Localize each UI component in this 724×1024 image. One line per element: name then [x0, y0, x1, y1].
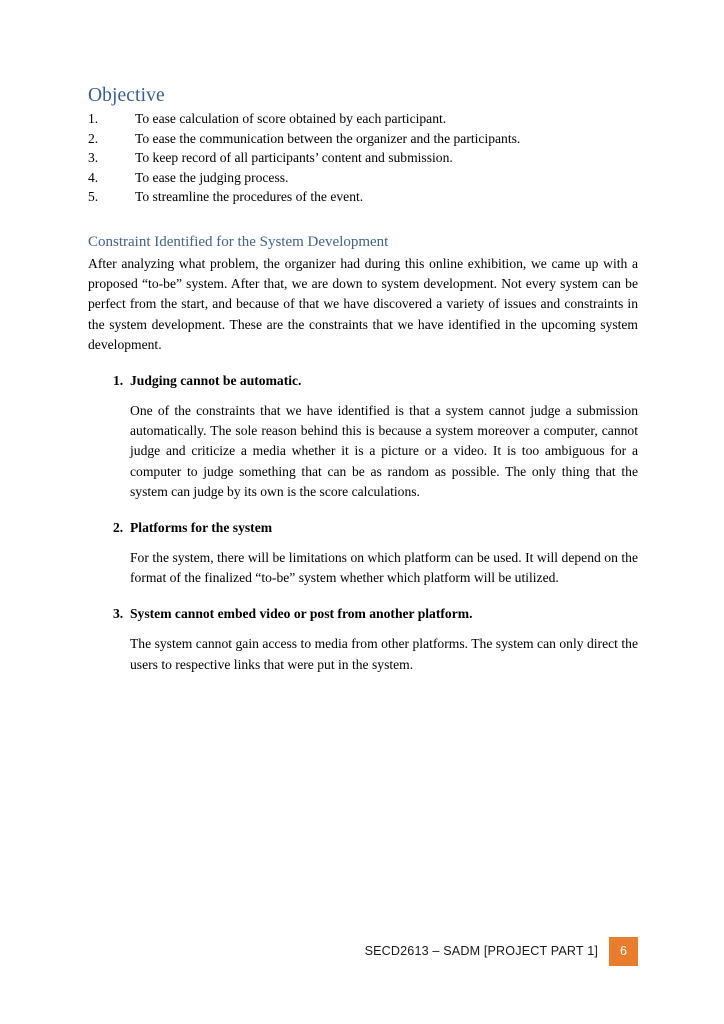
list-item: [88, 518, 638, 588]
constraint-body-paragraph: For the system, there will be limitations on which platform can be used. It will depend on the format of the finalized “to-be” system whether which platform will be utilized.: [130, 550, 638, 586]
list-item-number: 1.: [88, 111, 99, 126]
objective-list: [88, 109, 638, 207]
section-spacer: [88, 207, 638, 233]
constraint-body-paragraph: The system cannot gain access to media from other platforms. The system can only direct the users to respective links that were put in the system.: [130, 636, 638, 672]
constraint-body-paragraph: One of the constraints that we have identified is that a system cannot judge a submission automatically. The sole reason behind this is because a system moreover a computer, cannot judge and criticize a media whether it is a picture or a video. It is too ambiguous for a computer to judge something that can be as random as possible. The only thing that the system can judge by its own is the score calculations.: [130, 402, 638, 499]
list-item-number: 5.: [88, 189, 99, 205]
list-item-text: To ease the judging process.: [135, 169, 289, 185]
list-item-number: 2.: [113, 520, 124, 535]
list-item: [88, 168, 638, 188]
list-item: [88, 148, 638, 168]
section-heading-constraints: Constraint Identified for the System Development: [88, 233, 389, 250]
page-number-badge: 6: [609, 937, 638, 966]
list-item-number: 3.: [88, 150, 99, 166]
constraint-title: Judging cannot be automatic.: [130, 372, 302, 388]
page-content: [88, 84, 638, 688]
constraint-title: System cannot embed video or post from another platform.: [130, 606, 473, 622]
list-item-number: 4.: [88, 169, 99, 185]
list-item: [88, 371, 638, 502]
list-item-text: To ease calculation of score obtained by each participant.: [135, 111, 447, 126]
list-item-text: To keep record of all participants’ content and submission.: [135, 150, 453, 166]
page-footer: [0, 936, 724, 966]
constraint-title: Platforms for the system: [130, 520, 273, 535]
constraint-heading-row: [113, 371, 638, 390]
list-item: [88, 109, 638, 129]
page-title: Objective: [88, 85, 165, 106]
list-item: [88, 129, 638, 149]
list-item-number: 3.: [113, 606, 124, 622]
list-item: [88, 604, 638, 674]
list-item-number: 2.: [88, 130, 99, 146]
constraint-heading-row: [113, 604, 638, 623]
constraint-list: [88, 371, 638, 675]
list-item-text: To ease the communication between the organizer and the participants.: [135, 130, 521, 146]
constraint-heading-row: [113, 518, 638, 537]
footer-course-label: SECD2613 – SADM [PROJECT PART 1]: [364, 944, 598, 958]
list-item: [88, 187, 638, 207]
list-item-text: To streamline the procedures of the event.: [135, 189, 364, 205]
constraint-intro-paragraph: After analyzing what problem, the organizer had during this online exhibition, we came up with a proposed “to-be” system. After that, we are down to system development. Not every system can be perfect from the start, and because of that we have discovered a variety of issues and constraints in the system development. These are the constraints that we have identified in the upcoming system development.: [88, 255, 638, 352]
list-item-number: 1.: [113, 372, 124, 388]
